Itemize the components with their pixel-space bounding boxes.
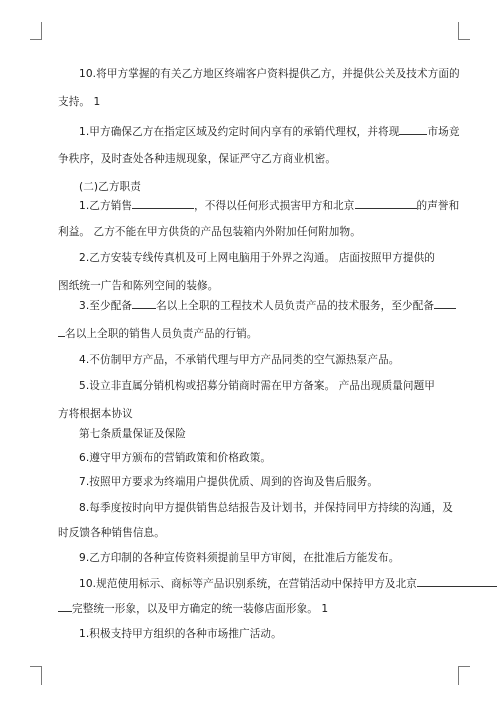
document-line — [79, 67, 460, 81]
crop-mark-bottom-left — [30, 666, 42, 685]
document-line — [79, 353, 399, 367]
line-text: 5.设立非直属分销机构或招募分销商时需在甲方备案。 产品出现质量问题甲 — [79, 380, 435, 392]
document-line — [58, 326, 258, 341]
line-text: 利益。 乙方不能在甲方供货的产品包装箱内外附加任何附加物。 — [58, 226, 361, 238]
line-text: 6.遵守甲方颁布的营销政策和价格政策。 — [79, 452, 272, 464]
document-line — [79, 180, 141, 194]
document-line — [79, 379, 435, 393]
document-line — [58, 526, 165, 540]
blank-underline — [399, 124, 427, 135]
line-text: 时反馈各种销售信息。 — [58, 527, 165, 539]
document-line — [79, 451, 271, 465]
line-text: 名以上全职的工程技术人员负责产品的技术服务，至少配备 — [156, 300, 435, 312]
line-text: 10.规范使用标示、商标等产品识别系统，在营销活动中保持甲方及北京 — [79, 578, 417, 590]
line-text: 争秩序，及时查处各种违规现象，保证严守乙方商业机密。 — [58, 153, 337, 165]
line-text: ，不得以任何形式损害甲方和北京 — [194, 200, 355, 212]
document-line — [58, 152, 336, 166]
document-line — [79, 576, 497, 591]
document-line — [58, 601, 328, 616]
line-text: 10.将甲方掌握的有关乙方地区终端客户资料提供乙方，并提供公关及技术方面的 — [79, 68, 460, 80]
document-line — [79, 198, 459, 213]
line-text: 1.甲方确保乙方在指定区域及约定时间内享有的承销代理权，并将现 — [79, 126, 400, 138]
document-line — [79, 551, 399, 565]
document-line — [79, 251, 435, 265]
document-line — [79, 427, 186, 441]
blank-underline — [132, 298, 156, 309]
line-text: 第七条质量保证及保险 — [79, 428, 186, 440]
line-text: 支持。 1 — [58, 96, 101, 108]
document-line — [58, 279, 218, 293]
crop-mark-top-right — [458, 22, 470, 40]
blank-underline — [355, 198, 417, 209]
document-line — [58, 225, 361, 239]
crop-mark-top-left — [30, 22, 42, 40]
blank-underline — [58, 326, 65, 337]
line-text: 方将根据本协议 — [58, 408, 133, 420]
document-line — [79, 501, 453, 515]
document-line — [79, 475, 378, 489]
document-line — [58, 95, 100, 109]
blank-underline — [457, 576, 497, 587]
document-line — [58, 407, 133, 421]
line-text: 2.乙方安装专线传真机及可上网电脑用于外界之沟通。 店面按照甲方提供的 — [79, 252, 435, 264]
line-text: 4.不仿制甲方产品，不承销代理与甲方产品同类的空气源热泵产品。 — [79, 354, 400, 366]
crop-mark-bottom-right — [458, 666, 470, 685]
line-text: 名以上全职的销售人员负责产品的行销。 — [65, 328, 258, 340]
blank-underline — [434, 298, 456, 309]
blank-underline — [417, 576, 457, 587]
line-text: (二)乙方职责 — [79, 181, 141, 193]
line-text: 1.积极支持甲方组织的各种市场推广活动。 — [79, 628, 282, 640]
line-text: 8.每季度按时向甲方提供销售总结报告及计划书，并保持同甲方持续的沟通，及 — [79, 502, 453, 514]
line-text: 7.按照甲方要求为终端用户提供优质、周到的咨询及售后服务。 — [79, 476, 379, 488]
line-text: 3.至少配备 — [79, 300, 133, 312]
document-line — [79, 124, 460, 139]
line-text: 9.乙方印制的各种宣传资料须提前呈甲方审阅，在批准后方能发布。 — [79, 552, 400, 564]
line-text: 1.乙方销售 — [79, 200, 133, 212]
line-text: 的声誉和 — [416, 200, 460, 212]
document-line — [79, 627, 282, 641]
blank-underline — [132, 198, 194, 209]
blank-underline — [58, 601, 72, 612]
line-text: 市场竞 — [427, 126, 460, 138]
line-text: 完整统一形象，以及甲方确定的统一装修店面形象。 1 — [72, 603, 329, 615]
line-text: 图纸统一广告和陈列空间的装修。 — [58, 280, 219, 292]
document-line — [79, 298, 456, 313]
